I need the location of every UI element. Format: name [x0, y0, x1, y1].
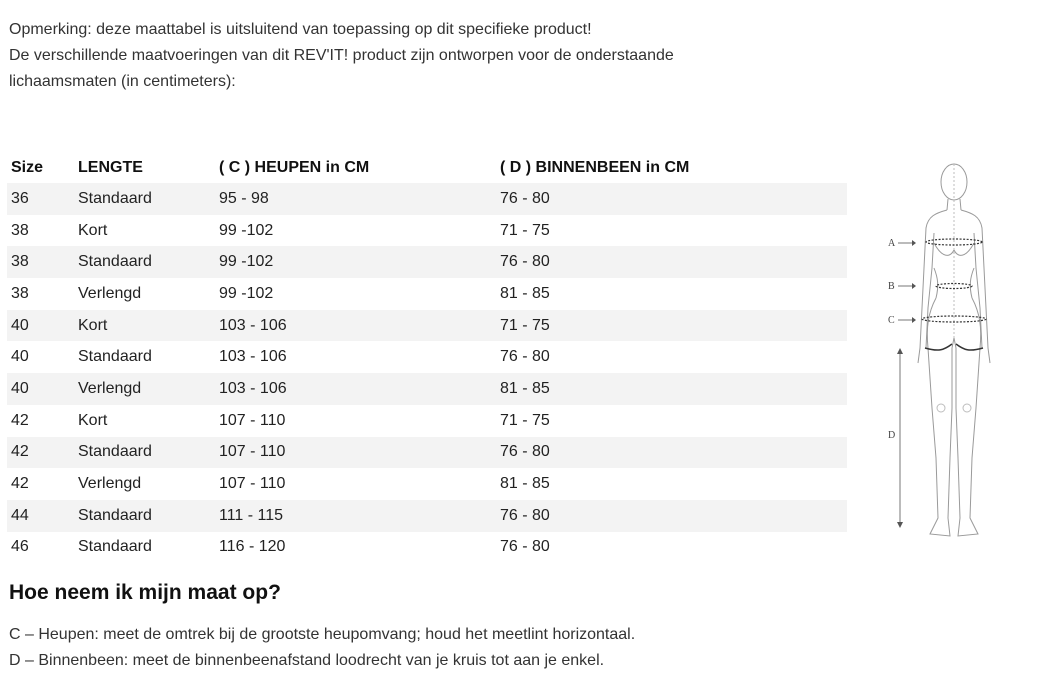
label-b: B	[888, 281, 895, 292]
cell-size: 44	[11, 506, 29, 524]
table-row	[7, 437, 847, 469]
header-lengte: LENGTE	[78, 158, 143, 176]
table-row	[7, 183, 847, 215]
table-body	[7, 183, 847, 563]
cell-size: 40	[11, 316, 29, 334]
table-row	[7, 500, 847, 532]
cell-binnenbeen: 81 - 85	[500, 379, 550, 397]
intro-line-3: lichaamsmaten (in centimeters):	[9, 73, 236, 90]
cell-lengte: Verlengd	[78, 379, 142, 397]
cell-binnenbeen: 76 - 80	[500, 189, 550, 207]
cell-size: 46	[11, 538, 29, 556]
cell-heupen: 107 - 110	[219, 443, 286, 461]
cell-heupen: 103 - 106	[219, 316, 287, 334]
label-a: A	[888, 238, 896, 249]
cell-heupen: 103 - 106	[219, 379, 287, 397]
measurement-notes	[9, 622, 635, 674]
cell-size: 38	[11, 253, 29, 271]
cell-heupen: 99 -102	[219, 253, 274, 271]
cell-lengte: Verlengd	[78, 284, 142, 302]
cell-binnenbeen: 71 - 75	[500, 411, 550, 429]
note-inseam: D – Binnenbeen: meet de binnenbeenafstand loodrecht van je kruis tot aan je enkel.	[9, 652, 605, 669]
table-row	[7, 341, 847, 373]
cell-size: 36	[11, 189, 29, 207]
cell-lengte: Standaard	[78, 443, 152, 461]
figure-outline	[918, 164, 990, 536]
table-header-row	[7, 152, 847, 183]
howto-title: Hoe neem ik mijn maat op?	[9, 581, 281, 604]
cell-lengte: Standaard	[78, 506, 152, 524]
label-d: D	[888, 430, 896, 441]
cell-lengte: Standaard	[78, 253, 152, 271]
cell-binnenbeen: 81 - 85	[500, 475, 550, 493]
table-row	[7, 468, 847, 500]
cell-heupen: 95 - 98	[219, 189, 269, 207]
table-row	[7, 246, 847, 278]
cell-binnenbeen: 71 - 75	[500, 316, 550, 334]
cell-lengte: Verlengd	[78, 475, 142, 493]
cell-binnenbeen: 76 - 80	[500, 443, 550, 461]
body-measurement-figure	[884, 158, 1004, 542]
table-row	[7, 405, 847, 437]
cell-binnenbeen: 76 - 80	[500, 538, 550, 556]
cell-heupen: 99 -102	[219, 221, 274, 239]
label-c: C	[888, 315, 895, 326]
cell-lengte: Standaard	[78, 538, 152, 556]
cell-size: 42	[11, 475, 29, 493]
header-binnenbeen: ( D ) BINNENBEEN in CM	[500, 158, 690, 176]
table-row	[7, 373, 847, 405]
header-size: Size	[11, 158, 44, 176]
cell-binnenbeen: 71 - 75	[500, 221, 550, 239]
cell-size: 38	[11, 221, 29, 239]
cell-heupen: 103 - 106	[219, 348, 287, 366]
table-row	[7, 310, 847, 342]
intro-text	[9, 17, 674, 95]
cell-lengte: Standaard	[78, 348, 152, 366]
cell-lengte: Standaard	[78, 189, 152, 207]
cell-lengte: Kort	[78, 316, 108, 334]
cell-binnenbeen: 81 - 85	[500, 284, 550, 302]
header-heupen: ( C ) HEUPEN in CM	[219, 158, 370, 176]
cell-size: 42	[11, 443, 29, 461]
cell-size: 42	[11, 411, 29, 429]
cell-binnenbeen: 76 - 80	[500, 348, 550, 366]
cell-heupen: 107 - 110	[219, 411, 286, 429]
cell-heupen: 116 - 120	[219, 538, 286, 556]
cell-binnenbeen: 76 - 80	[500, 253, 550, 271]
intro-line-2: De verschillende maatvoeringen van dit REV'IT! product zijn ontworpen voor de onderstaande	[9, 47, 674, 64]
cell-size: 38	[11, 284, 29, 302]
cell-heupen: 99 -102	[219, 284, 274, 302]
cell-lengte: Kort	[78, 221, 108, 239]
table-row	[7, 215, 847, 247]
table-row	[7, 278, 847, 310]
cell-heupen: 111 - 115	[219, 506, 284, 524]
cell-size: 40	[11, 379, 29, 397]
intro-line-1: Opmerking: deze maattabel is uitsluitend van toepassing op dit specifieke product!	[9, 21, 592, 38]
size-table	[7, 152, 847, 563]
cell-size: 40	[11, 348, 29, 366]
cell-lengte: Kort	[78, 411, 108, 429]
cell-heupen: 107 - 110	[219, 475, 286, 493]
cell-binnenbeen: 76 - 80	[500, 506, 550, 524]
table-row	[7, 532, 847, 564]
label-arrows	[897, 240, 916, 528]
note-hips: C – Heupen: meet de omtrek bij de grootste heupomvang; houd het meetlint horizontaal.	[9, 626, 636, 643]
